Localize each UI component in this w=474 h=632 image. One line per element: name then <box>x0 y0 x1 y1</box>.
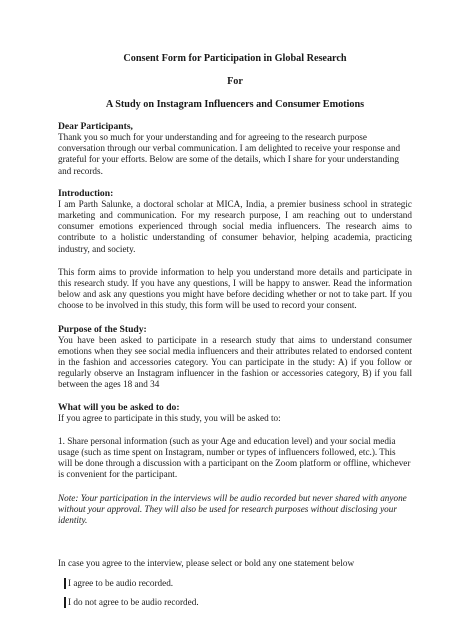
recording-note: Note: Your participation in the interviews will be audio recorded but never shared with anyone without your approval. They will also be used for research purposes without disclosing your identity. <box>58 492 407 526</box>
text-cursor-icon <box>64 597 66 608</box>
purpose-paragraph: You have been asked to participate in a research study that aims to understand consumer emotions when they see social media influencers and their attributes related to endorsed content in the fashion and accessories category. You can participate in the study: A) if you follow or regularly observe an Instagram influencer in the fashion or accessories category, B) if you fall between the ages 18 and 34 <box>58 334 412 390</box>
option-disagree-label: I do not agree to be audio recorded. <box>68 597 199 608</box>
form-title: Consent Form for Participation in Global Research <box>123 53 347 64</box>
purpose-heading: Purpose of the Study: <box>58 323 147 335</box>
greeting: Dear Participants, <box>58 121 133 132</box>
asked-lead: If you agree to participate in this study, you will be asked to: <box>58 412 281 423</box>
form-aim-paragraph: This form aims to provide information to help you understand more details and participate in this research study. If you have any questions, I will be happy to answer. Read the information below and ask any questions you might have before deciding whether or not to take part. If you choose to be involved in this study, this form will be used to record your consent. <box>58 266 412 311</box>
asked-heading: What will you be asked to do: <box>58 401 180 413</box>
introduction-paragraph: I am Parth Salunke, a doctoral scholar at MICA, India, a premier business school in strategic marketing and communication. For my research purpose, I am reaching out to understand consumer emotions experienced through social media influencers. The research aims to contribute to a holistic understanding of consumer behavior, helping academia, practicing industry, and society. <box>58 198 412 254</box>
asked-item-1: 1. Share personal information (such as your Age and education level) and your social media usage (such as time spent on Instagram, number or types of influencers followed, etc.). This will be done through a discussion with a participant on the Zoom platform or offline, whichever is convenient for the participant. <box>58 435 411 480</box>
selection-instruction: In case you agree to the interview, please select or bold any one statement below <box>58 558 355 569</box>
introduction-heading: Introduction: <box>58 187 114 199</box>
study-title: A Study on Instagram Influencers and Consumer Emotions <box>105 99 365 110</box>
option-disagree[interactable] <box>64 597 412 608</box>
intro-paragraph: Thank you so much for your understanding and for agreeing to the research purpose conversation through our verbal communication. I am delighted to receive your response and grateful for your efforts. Below are some of the details, which I share for your understanding and records. <box>58 132 401 176</box>
form-title-for: For <box>227 76 243 87</box>
option-agree[interactable] <box>64 578 412 589</box>
option-agree-label: I agree to be audio recorded. <box>68 578 174 589</box>
text-cursor-icon <box>64 578 66 589</box>
